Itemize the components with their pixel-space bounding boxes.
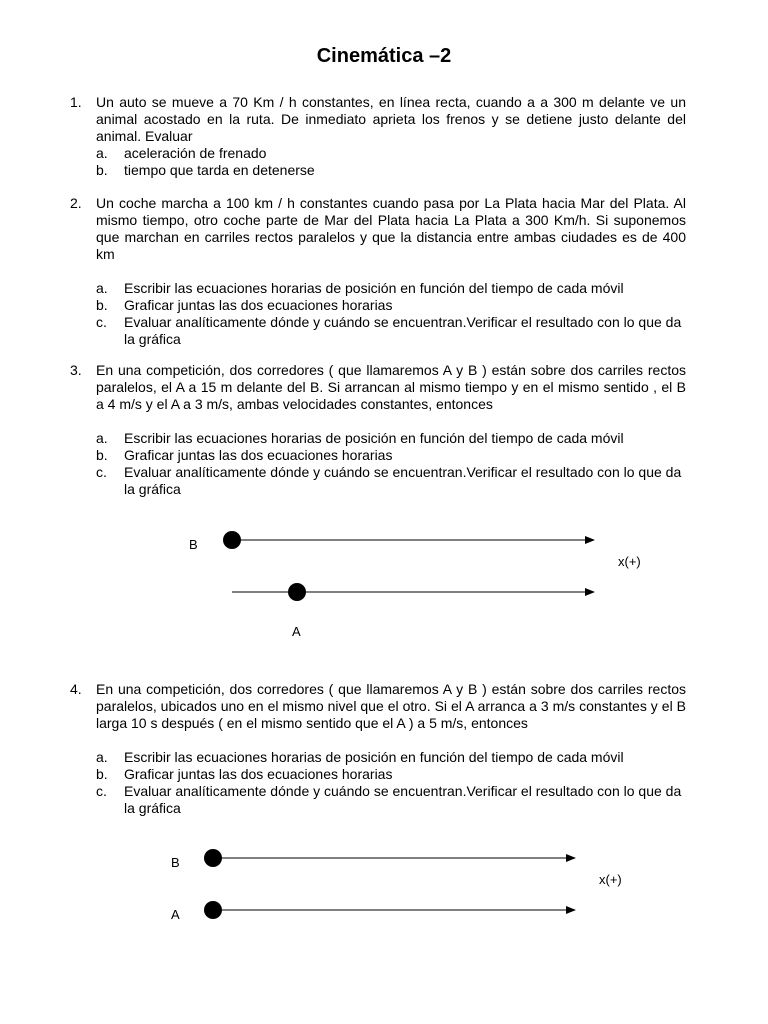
sub-question-letter: c. [96, 783, 107, 799]
runner-b-dot [223, 531, 241, 549]
sub-question-text: aceleración de frenado [124, 145, 267, 161]
sub-question-letter: b. [96, 447, 108, 463]
runner-a-dot [288, 583, 306, 601]
runner-b-label: B [171, 855, 180, 870]
problem-number: 1. [70, 94, 82, 110]
axis-label: x(+) [599, 872, 622, 887]
problem-text: En una competición, dos corredores ( que llamaremos A y B ) están sobre dos carriles rectos paralelos, ubicados uno en el mismo nivel que el otro. Si el A arranca a 3 m/s constantes y el B larga 10 s después ( en el mismo sentido que el A ) a 5 m/s, entonces [96, 681, 686, 731]
runners-diagram-4 [0, 838, 768, 938]
sub-question-list [70, 145, 686, 179]
sub-question-text: Evaluar analíticamente dónde y cuándo se encuentran.Verificar el resultado con lo que da la gráfica [124, 314, 682, 347]
sub-question [70, 430, 686, 447]
problem-text: Un coche marcha a 100 km / h constantes cuando pasa por La Plata hacia Mar del Plata. Al mismo tiempo, otro coche parte de Mar del Plata hacia La Plata a 300 Km/h. Si suponemos que marchan en carriles rectos paralelos y que la distancia entre ambas ciudades es de 400 km [96, 195, 686, 262]
problem-3 [70, 362, 686, 498]
problem-1 [70, 94, 686, 179]
sub-question-text: Graficar juntas las dos ecuaciones horarias [124, 766, 393, 782]
sub-question-letter: a. [96, 430, 108, 446]
page-title: Cinemática –2 [316, 45, 452, 67]
sub-question-text: Graficar juntas las dos ecuaciones horarias [124, 297, 393, 313]
problem-text: En una competición, dos corredores ( que llamaremos A y B ) están sobre dos carriles rectos paralelos, el A a 15 m delante del B. Si arrancan al mismo tiempo y en el mismo sentido , el B a 4 m/s y el A a 3 m/s, ambas velocidades constantes, entonces [96, 362, 686, 412]
sub-question-letter: b. [96, 297, 108, 313]
runner-b-dot [204, 849, 222, 867]
sub-question-text: Evaluar analíticamente dónde y cuándo se encuentran.Verificar el resultado con lo que da la gráfica [124, 783, 682, 816]
sub-question-list [70, 280, 686, 348]
runner-a-label: A [292, 624, 301, 639]
problem-number: 2. [70, 195, 82, 211]
sub-question [70, 464, 686, 498]
sub-question-letter: a. [96, 145, 108, 161]
sub-question-text: tiempo que tarda en detenerse [124, 162, 315, 178]
sub-question-letter: b. [96, 162, 108, 178]
sub-question-letter: c. [96, 464, 107, 480]
sub-question-letter: a. [96, 749, 108, 765]
sub-question-text: Escribir las ecuaciones horarias de posición en función del tiempo de cada móvil [124, 749, 624, 765]
problem-2 [70, 195, 686, 348]
sub-question [70, 314, 686, 348]
sub-question [70, 447, 686, 464]
sub-question-text: Evaluar analíticamente dónde y cuándo se encuentran.Verificar el resultado con lo que da la gráfica [124, 464, 682, 497]
sub-question [70, 297, 686, 314]
problem-text: Un auto se mueve a 70 Km / h constantes, en línea recta, cuando a a 300 m delante ve un animal acostado en la ruta. De inmediato aprieta los frenos y se detiene justo delante del animal. Evaluar [96, 94, 686, 144]
runners-diagram-3 [0, 520, 768, 650]
sub-question [70, 783, 686, 817]
sub-question-list [70, 749, 686, 817]
sub-question-text: Escribir las ecuaciones horarias de posición en función del tiempo de cada móvil [124, 430, 624, 446]
sub-question-letter: a. [96, 280, 108, 296]
problem-number: 3. [70, 362, 82, 378]
sub-question-text: Graficar juntas las dos ecuaciones horarias [124, 447, 393, 463]
sub-question [70, 162, 686, 179]
runner-a-dot [204, 901, 222, 919]
axis-label: x(+) [618, 554, 641, 569]
sub-question [70, 749, 686, 766]
sub-question-text: Escribir las ecuaciones horarias de posición en función del tiempo de cada móvil [124, 280, 624, 296]
sub-question-letter: b. [96, 766, 108, 782]
sub-question-list [70, 430, 686, 498]
sub-question [70, 766, 686, 783]
sub-question-letter: c. [96, 314, 107, 330]
problem-4 [70, 681, 686, 817]
runner-a-label: A [171, 907, 180, 922]
sub-question [70, 145, 686, 162]
problem-number: 4. [70, 681, 82, 697]
sub-question [70, 280, 686, 297]
runner-b-label: B [189, 537, 198, 552]
